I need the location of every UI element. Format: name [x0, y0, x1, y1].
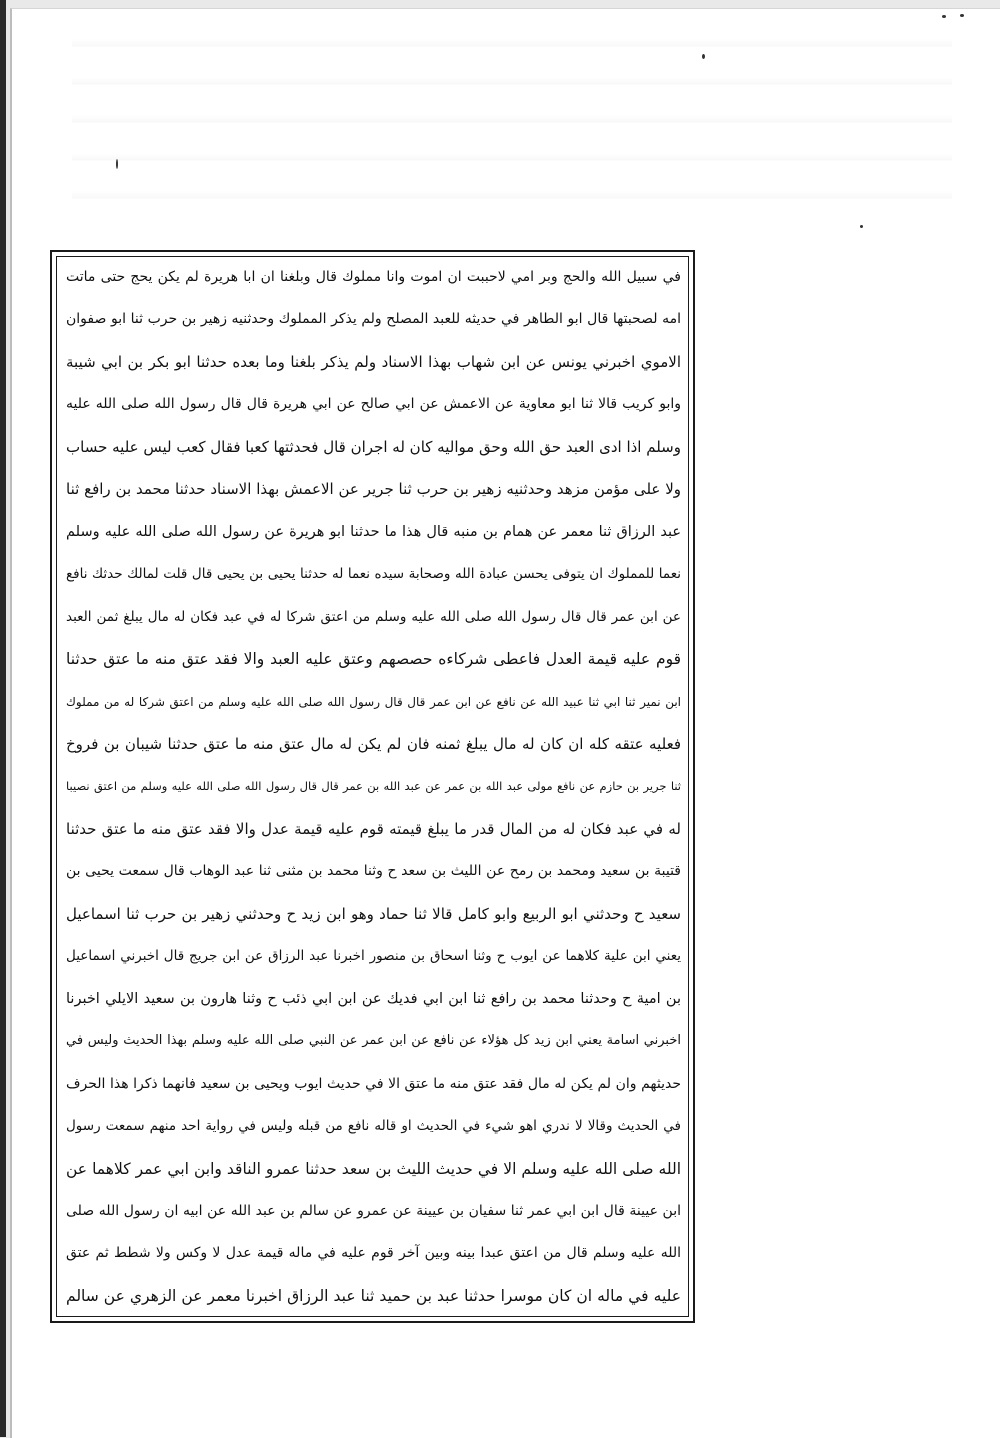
text-line: عليه في ماله ان كان موسرا حدثنا عبد بن حميد ثنا عبد الرزاق اخبرنا معمر عن الزهري عن سالم	[66, 1286, 681, 1305]
text-line: يعني ابن علية كلاهما عن ايوب ح وثنا اسحاق بن منصور اخبرنا عبد الرزاق عن ابن جريج قال اخبرني اسماعيل	[66, 948, 681, 965]
text-line: قوم عليه قيمة العدل فاعطى شركاءه حصصهم وعتق عليه العبد والا فقد عتق منه ما عتق حدثنا	[66, 650, 681, 669]
ink-speck	[860, 225, 863, 228]
text-line: فعليه عتقه كله ان كان له مال يبلغ ثمنه فان لم يكن له مال عتق منه ما عتق حدثنا شيبان بن فروخ	[66, 734, 681, 753]
text-line: بن امية ح وحدثنا محمد بن رافع ثنا ابن ابي فديك عن ابن ابي ذئب ح وثنا هارون بن سعيد الايلي اخبرنا	[66, 990, 681, 1007]
text-line: ابن عيينة قال ابن ابي عمر ثنا سفيان بن عيينة عن عمرو عن سالم بن عبد الله عن ابيه ان رسول الله صلى	[66, 1202, 681, 1219]
text-line: امه لصحبتها قال ابو الطاهر في حديثه للعبد المصلح ولم يذكر المملوك وحدثنيه زهير بن حرب ثنا ابو صفوان	[66, 311, 681, 328]
text-line: في الحديث وقالا لا ندري اهو شيء في الحديث او قاله نافع من قبله وليس في رواية احد منهم سمعت رسول	[66, 1118, 681, 1135]
text-frame	[50, 250, 695, 1323]
text-line: الاموي اخبرني يونس عن ابن شهاب بهذا الاسناد ولم يذكر بلغنا وما بعده حدثنا ابو بكر بن ابي شيبة	[66, 352, 681, 371]
text-line: الله صلى الله عليه وسلم الا في حديث الليث بن سعد حدثنا عمرو الناقد وابن ابي عمر كلاهما عن	[66, 1159, 681, 1178]
text-line: وابو كريب قالا ثنا ابو معاوية عن الاعمش عن ابي صالح عن ابي هريرة قال قال رسول الله صلى الله عليه	[66, 396, 681, 413]
manuscript-page	[10, 8, 1000, 1438]
text-line: الله عليه وسلم قال من اعتق عبدا بينه وبين آخر قوم عليه في ماله قيمة عدل لا وكس ولا شطط ثم عتق	[66, 1245, 681, 1262]
show-through-text	[72, 19, 952, 229]
text-line: سعيد ح وحدثني ابو الربيع وابو كامل قالا ثنا حماد وهو ابن زيد ح وحدثني زهير بن حرب ثنا اسماعيل	[66, 904, 681, 923]
book-spine-edge	[0, 0, 6, 1437]
text-line: قتيبة بن سعيد ومحمد بن رمح عن الليث بن سعد ح وثنا محمد بن مثنى ثنا عبد الوهاب قال سمعت يحيى بن	[66, 863, 681, 880]
text-line: ولا على مؤمن مزهد وحدثنيه زهير بن حرب ثنا جرير عن الاعمش بهذا الاسناد حدثنا محمد بن رافع ثنا	[66, 480, 681, 499]
text-line: نعما للمملوك ان يتوفى يحسن عبادة الله وصحابة سيده نعما له حدثنا يحيى بن يحيى قال قلت لمالك حدثك نافع	[66, 566, 681, 583]
text-line: اخبرني اسامة يعني ابن زيد كل هؤلاء عن نافع عن ابن عمر عن النبي صلى الله عليه وسلم بهذا الحديث وليس في	[66, 1033, 681, 1049]
text-line: في سبيل الله والحج وبر امي لاحببت ان اموت وانا مملوك قال وبلغنا ان ابا هريرة لم يكن يحج حتى ماتت	[66, 269, 681, 285]
ink-speck	[116, 159, 118, 169]
ink-speck	[702, 54, 705, 59]
text-line: ابن نمير ثنا ابي ثنا عبيد الله عن نافع عن ابن عمر قال قال رسول الله صلى الله عليه وسلم من اعتق شركا له من مملوك	[66, 694, 681, 709]
text-line: له في عبد فكان له من المال قدر ما يبلغ قيمته قوم عليه قيمة عدل والا فقد عتق منه ما عتق حدثنا	[66, 819, 681, 838]
ink-speck	[960, 14, 964, 17]
manuscript-text-block	[66, 260, 681, 1313]
text-line: حديثهم وان لم يكن له مال فقد عتق منه ما عتق الا في حديث ايوب ويحيى بن سعيد فانهما ذكرا هذا الحرف	[66, 1075, 681, 1092]
text-line: ثنا جرير بن حازم عن نافع مولى عبد الله بن عمر عن عبد الله بن عمر قال قال رسول الله صلى الله عليه وسلم من اعتق نصيبا	[66, 779, 681, 794]
text-line: وسلم اذا ادى العبد حق الله وحق مواليه كان له اجران قال فحدثتها كعبا فقال كعب ليس عليه حساب	[66, 437, 681, 456]
ink-speck	[942, 15, 946, 18]
text-line: عبد الرزاق ثنا معمر عن همام بن منبه قال هذا ما حدثنا ابو هريرة عن رسول الله صلى الله عليه وسلم	[66, 523, 681, 540]
text-line: عن ابن عمر قال قال رسول الله صلى الله عليه وسلم من اعتق شركا له في عبد فكان له مال يبلغ ثمن العبد	[66, 608, 681, 625]
